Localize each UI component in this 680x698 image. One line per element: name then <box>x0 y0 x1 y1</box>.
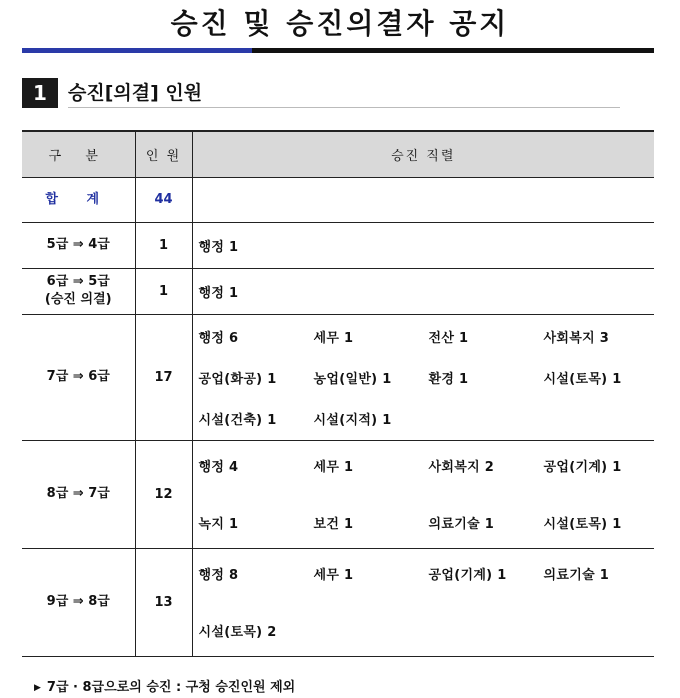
table-row <box>22 548 654 656</box>
header-count: 인 원 <box>135 131 192 177</box>
table-row <box>22 440 654 548</box>
table-row <box>22 314 654 440</box>
position-item: 농업(일반) 1 <box>313 371 392 387</box>
position-item: 시설(토목) 1 <box>543 517 622 532</box>
row-positions <box>192 440 654 548</box>
position-item: 행정 6 <box>198 330 239 346</box>
row-grade: 5급 ⇒ 4급 <box>22 222 135 268</box>
table-header-row <box>22 131 654 177</box>
triangle-bullet-icon: ▶ <box>34 683 41 693</box>
table-row <box>22 222 654 268</box>
position-item: 공업(기계) 1 <box>543 460 622 475</box>
row-positions <box>192 548 654 656</box>
position-item: 시설(지적) 1 <box>313 412 392 428</box>
row-grade: 6급 ⇒ 5급 (승진 의결) <box>22 268 135 314</box>
position-item: 보건 1 <box>313 517 354 532</box>
position-item: 전산 1 <box>428 330 469 346</box>
row-count: 1 <box>135 222 192 268</box>
footnote-text: 7급 · 8급으로의 승진 : 구청 승진인원 제외 <box>46 680 296 695</box>
position-item: 공업(화공) 1 <box>198 371 277 387</box>
position-item: 세무 1 <box>313 460 354 475</box>
position-item: 녹지 1 <box>198 517 239 532</box>
header-positions: 승진 직렬 <box>192 131 654 177</box>
position-item: 시설(토목) 2 <box>198 625 277 640</box>
position-item: 공업(기계) 1 <box>428 568 507 583</box>
row-grade-sub: (승진 의결) <box>44 292 112 307</box>
total-detail <box>192 177 654 222</box>
title-rule-accent <box>22 48 252 53</box>
table-row <box>22 268 654 314</box>
row-count: 17 <box>135 314 192 440</box>
position-item: 환경 1 <box>428 371 469 387</box>
position-item: 세무 1 <box>313 330 354 346</box>
position-item: 세무 1 <box>313 568 354 583</box>
row-count: 13 <box>135 548 192 656</box>
row-grade: 8급 ⇒ 7급 <box>22 440 135 548</box>
position-item: 행정 4 <box>198 460 239 475</box>
total-count: 44 <box>135 177 192 222</box>
section-underline <box>68 107 620 108</box>
row-positions <box>192 314 654 440</box>
section-heading <box>22 78 620 108</box>
row-count: 12 <box>135 440 192 548</box>
section-label: 승진[의결] 인원 <box>68 82 203 104</box>
position-item: 시설(건축) 1 <box>198 412 277 428</box>
title-rule <box>22 48 654 53</box>
row-grade: 7급 ⇒ 6급 <box>22 314 135 440</box>
position-item: 시설(토목) 1 <box>543 371 622 387</box>
total-label: 합 계 <box>22 177 135 222</box>
position-item: 사회복지 2 <box>428 460 495 475</box>
header-division: 구 분 <box>22 131 135 177</box>
row-positions <box>192 268 654 314</box>
section-number: 1 <box>22 78 58 108</box>
position-item: 의료기술 1 <box>428 517 495 532</box>
position-item: 사회복지 3 <box>543 330 610 346</box>
row-count: 1 <box>135 268 192 314</box>
footnote <box>34 676 295 695</box>
row-positions <box>192 222 654 268</box>
position-item: 행정 1 <box>198 239 239 255</box>
page-title: 승진 및 승진의결자 공지 <box>170 7 510 40</box>
promotion-table <box>22 130 654 657</box>
position-item: 행정 1 <box>198 285 239 301</box>
row-grade: 9급 ⇒ 8급 <box>22 548 135 656</box>
position-item: 행정 8 <box>198 568 239 583</box>
position-item: 의료기술 1 <box>543 568 610 583</box>
total-row <box>22 177 654 222</box>
